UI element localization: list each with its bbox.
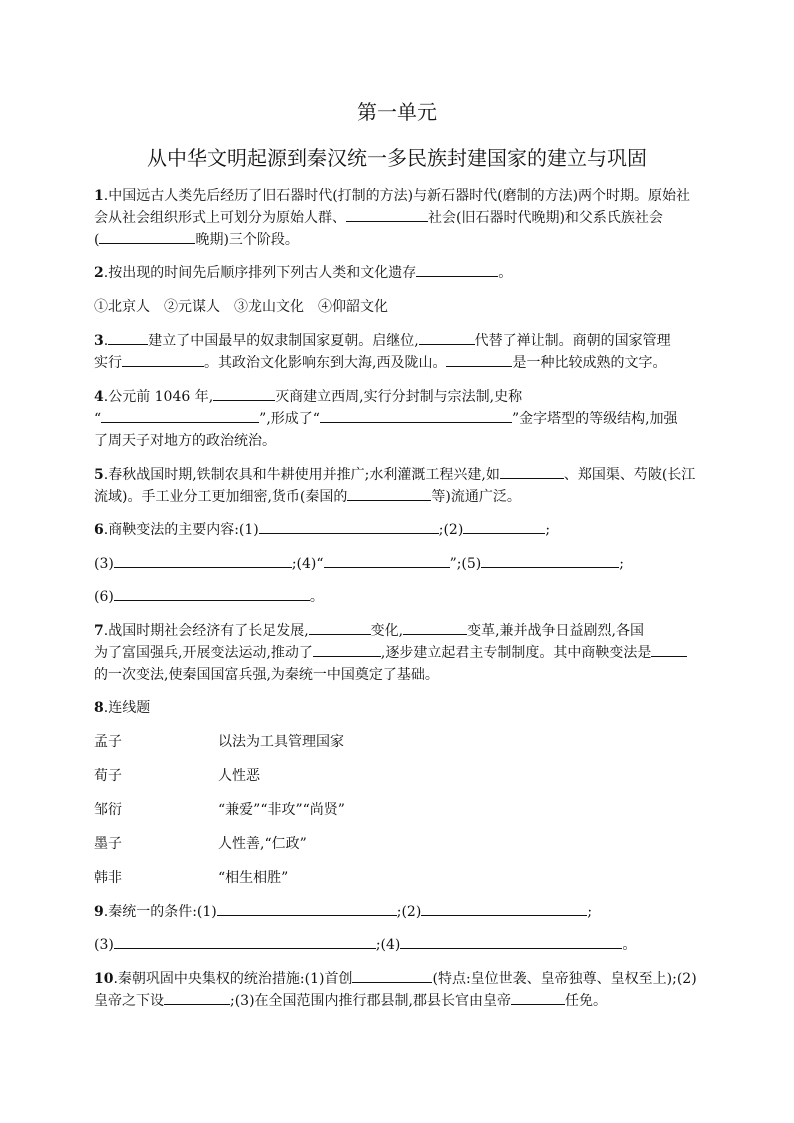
- answer-blank[interactable]: [114, 586, 310, 601]
- q4-line-1: [94, 386, 522, 408]
- question-text: ;(4)“: [291, 556, 324, 572]
- question-text: “: [94, 411, 102, 427]
- match-right-item[interactable]: “兼爱”“非攻”“尚贤”: [218, 802, 345, 818]
- q5-line-2: [94, 486, 521, 508]
- q4-line-3: 了周天子对地方的政治统治。: [94, 433, 276, 449]
- answer-blank[interactable]: [403, 620, 467, 635]
- q10-line-1: [94, 968, 697, 990]
- question-text: ;(2): [396, 904, 422, 920]
- question-text: .商鞅变法的主要内容:(1): [103, 522, 259, 538]
- question-text: .秦统一的条件:(1): [103, 904, 217, 920]
- q1-line-2: [94, 207, 663, 229]
- question-text: (特点:皇位世袭、皇帝独尊、皇权至上);(2): [432, 971, 697, 987]
- answer-blank[interactable]: [463, 519, 545, 534]
- question-text: ;(3)在全国范围内推行郡县制,郡县长官由皇帝: [230, 993, 511, 1009]
- question-text: (6): [94, 589, 114, 605]
- question-text: 、郑国渠、芍陂(长江: [563, 467, 696, 483]
- question-number: 6: [94, 522, 104, 538]
- match-left-item[interactable]: 邹衍: [94, 802, 122, 818]
- answer-blank[interactable]: [259, 519, 439, 534]
- question-text: 会从社会组织形式上可划分为原始人群、: [94, 210, 346, 226]
- question-text: .公元前 1046 年,: [103, 389, 214, 405]
- match-left-item[interactable]: 墨子: [94, 836, 122, 852]
- question-text: 代替了禅让制。商朝的国家管理: [474, 333, 671, 349]
- answer-blank[interactable]: [346, 207, 428, 222]
- answer-blank[interactable]: [651, 642, 687, 657]
- q7-line-2: [94, 642, 687, 664]
- answer-blank[interactable]: [320, 408, 512, 423]
- answer-blank[interactable]: [446, 352, 512, 367]
- question-text: 灭商建立西周,实行分封制与宗法制,史称: [275, 389, 523, 405]
- q4-line-2: [94, 408, 678, 430]
- question-number: 9: [94, 904, 104, 920]
- answer-blank[interactable]: [99, 229, 195, 244]
- q2-options: ①北京人 ②元谋人 ③龙山文化 ④仰韶文化: [94, 299, 388, 315]
- match-left-item[interactable]: 韩非: [94, 870, 122, 886]
- question-text: ”;(5): [449, 556, 482, 572]
- answer-blank[interactable]: [500, 464, 564, 479]
- question-text: .: [103, 333, 109, 349]
- answer-blank[interactable]: [416, 262, 498, 277]
- answer-blank[interactable]: [217, 901, 397, 916]
- question-text: 为了富国强兵,开展变法运动,推动了: [94, 645, 313, 661]
- question-number: 4: [94, 389, 104, 405]
- answer-blank[interactable]: [481, 553, 619, 568]
- match-left-item[interactable]: 孟子: [94, 734, 122, 750]
- answer-blank[interactable]: [511, 990, 565, 1005]
- question-text: 流域)。手工业分工更加细密,货币(秦国的: [94, 489, 348, 505]
- q2-line-1: [94, 262, 512, 284]
- answer-blank[interactable]: [114, 934, 376, 949]
- question-number: 8: [94, 700, 104, 716]
- question-text: .秦朝巩固中央集权的统治措施:(1)首创: [113, 971, 353, 987]
- answer-blank[interactable]: [309, 620, 371, 635]
- question-text: 。: [498, 265, 513, 281]
- question-text: ;(2): [438, 522, 464, 538]
- question-text: .连线题: [103, 700, 151, 716]
- q3-line-1: [94, 330, 671, 352]
- q6-line-1: [94, 519, 550, 541]
- unit-title: 第一单元: [357, 100, 437, 124]
- question-number: 2: [94, 265, 104, 281]
- question-text: 建立了中国最早的奴隶制国家夏朝。启继位,: [148, 333, 419, 349]
- question-text: ;: [587, 904, 593, 920]
- answer-blank[interactable]: [313, 642, 381, 657]
- answer-blank[interactable]: [400, 934, 622, 949]
- q9-line-1: [94, 901, 592, 923]
- answer-blank[interactable]: [347, 486, 431, 501]
- q6-line-3: [94, 586, 324, 608]
- question-text: 等)流通广泛。: [431, 489, 521, 505]
- q5-line-1: [94, 464, 695, 486]
- match-right-item[interactable]: “相生相胜”: [218, 870, 289, 886]
- question-number: 1: [94, 188, 104, 204]
- question-text: ;: [619, 556, 624, 572]
- question-number: 7: [94, 623, 104, 639]
- q3-line-2: [94, 352, 666, 374]
- q1-line-1: [94, 185, 690, 207]
- match-left-item[interactable]: 荀子: [94, 768, 122, 784]
- q8-title: [94, 697, 150, 719]
- answer-blank[interactable]: [122, 352, 204, 367]
- match-right-item[interactable]: 人性善,“仁政”: [218, 836, 307, 852]
- question-text: .按出现的时间先后顺序排列下列古人类和文化遗存: [103, 265, 417, 281]
- question-text: 。其政治文化影响东到大海,西及陇山。: [204, 355, 447, 371]
- q1-line-3: [94, 229, 299, 251]
- question-number: 3: [94, 333, 104, 349]
- question-number: 10: [94, 971, 114, 987]
- answer-blank[interactable]: [324, 553, 450, 568]
- answer-blank[interactable]: [101, 408, 259, 423]
- answer-blank[interactable]: [108, 330, 148, 345]
- answer-blank[interactable]: [352, 968, 432, 983]
- question-text: ;: [545, 522, 551, 538]
- q7-line-3: 的一次变法,使秦国国富兵强,为秦统一中国奠定了基础。: [94, 667, 439, 683]
- question-text: .中国远古人类先后经历了旧石器时代(打制的方法)与新石器时代(磨制的方法)两个时期。原始社: [103, 188, 691, 204]
- answer-blank[interactable]: [419, 330, 475, 345]
- match-right-item[interactable]: 以法为工具管理国家: [218, 734, 344, 750]
- answer-blank[interactable]: [164, 990, 230, 1005]
- unit-subtitle: 从中华文明起源到秦汉统一多民族封建国家的建立与巩固: [147, 146, 647, 170]
- question-text: ,逐步建立起君主专制制度。其中商鞅变法是: [380, 645, 652, 661]
- question-text: .春秋战国时期,铁制农具和牛耕使用并推广;水利灌溉工程兴建,如: [103, 467, 500, 483]
- question-text: 。: [622, 937, 637, 953]
- question-text: 变化,: [370, 623, 404, 639]
- question-text: (: [94, 232, 100, 248]
- question-text: 是一种比较成熟的文字。: [512, 355, 667, 371]
- question-text: 任免。: [565, 993, 607, 1009]
- question-text: (3): [94, 937, 114, 953]
- match-right-item[interactable]: 人性恶: [218, 768, 260, 784]
- question-text: ”,形成了“: [259, 411, 320, 427]
- q6-line-2: [94, 553, 624, 575]
- answer-blank[interactable]: [114, 553, 292, 568]
- question-text: 。: [309, 589, 324, 605]
- question-text: ;(4): [375, 937, 401, 953]
- question-text: 社会(旧石器时代晚期)和父系氏族社会: [428, 210, 663, 226]
- question-text: 晚期)三个阶段。: [195, 232, 299, 248]
- question-text: 实行: [94, 355, 122, 371]
- q7-line-1: [94, 620, 644, 642]
- question-text: 皇帝之下设: [94, 993, 164, 1009]
- question-text: ”金字塔型的等级结构,加强: [511, 411, 678, 427]
- question-number: 5: [94, 467, 104, 483]
- q9-line-2: [94, 934, 636, 956]
- question-text: (3): [94, 556, 114, 572]
- answer-blank[interactable]: [213, 386, 275, 401]
- answer-blank[interactable]: [421, 901, 587, 916]
- question-text: 变革,兼并战争日益剧烈,各国: [467, 623, 645, 639]
- q10-line-2: [94, 990, 607, 1012]
- question-text: .战国时期社会经济有了长足发展,: [103, 623, 309, 639]
